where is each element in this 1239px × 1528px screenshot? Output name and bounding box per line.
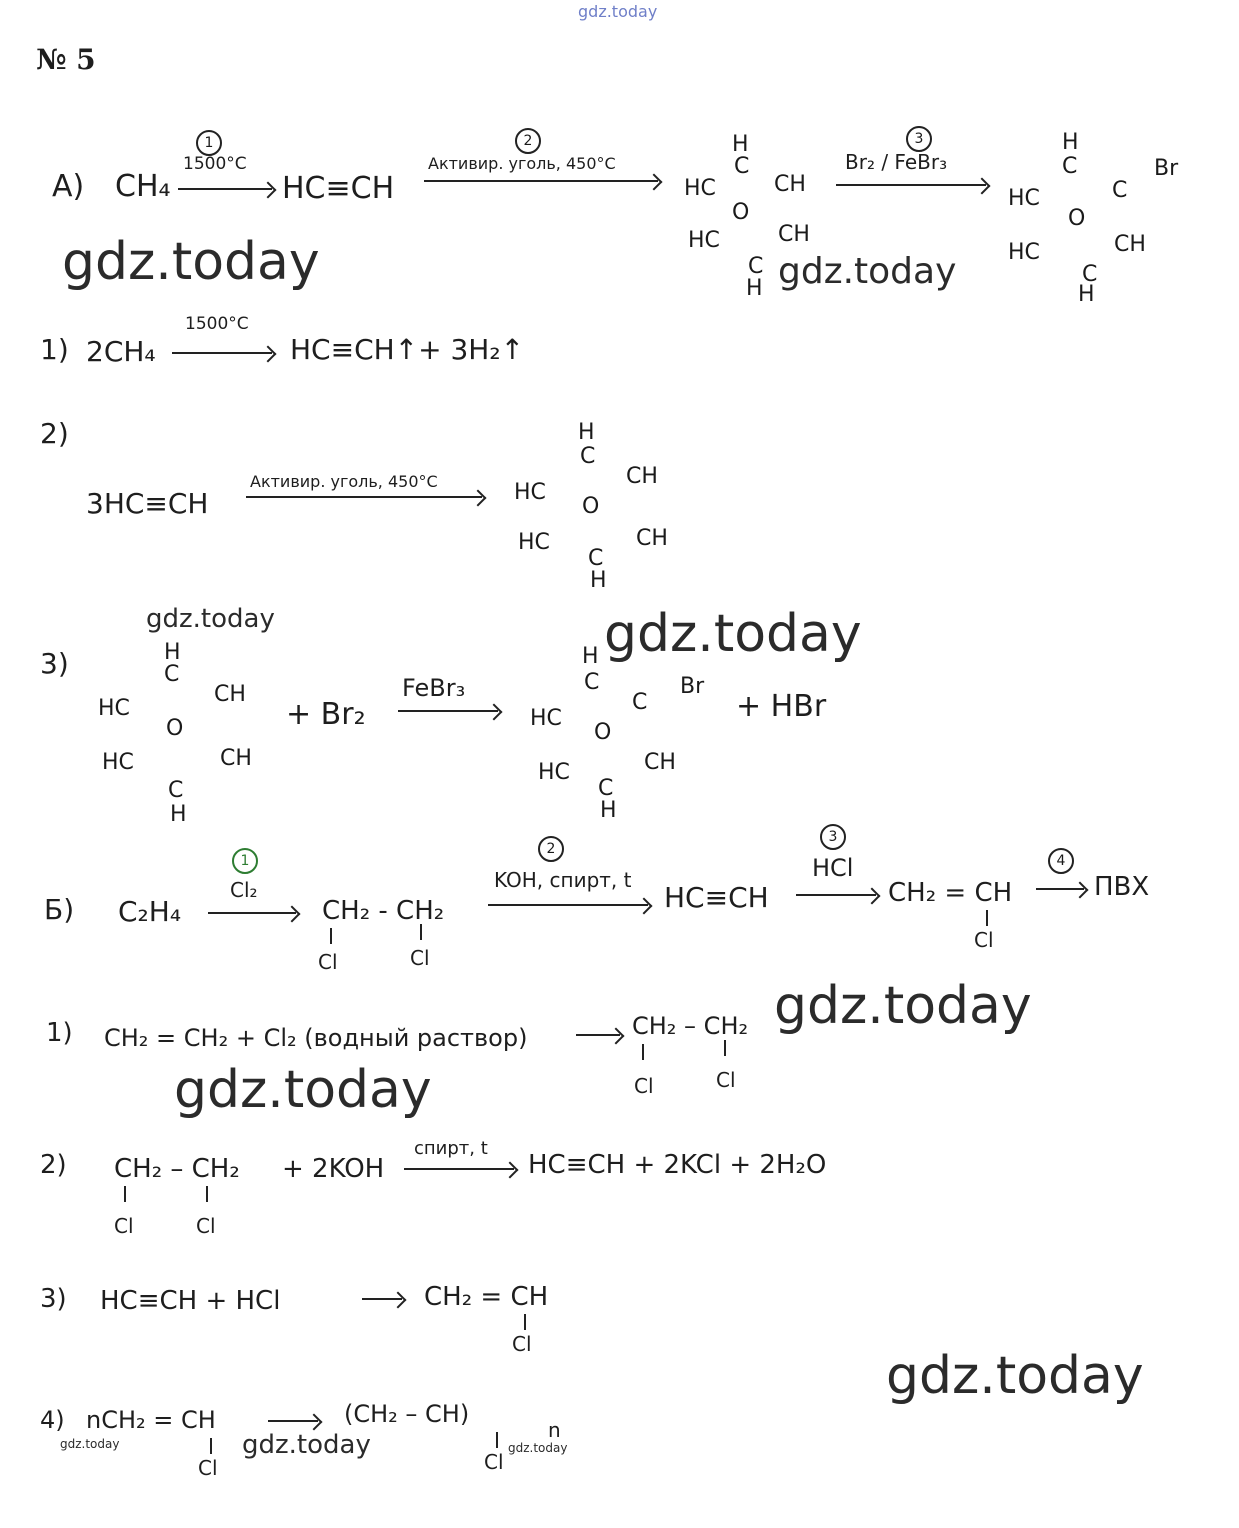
ring-hc-left2: HC <box>102 750 134 775</box>
eq-number: 3) <box>40 647 69 680</box>
ring-o: O <box>1068 206 1086 231</box>
ring-h-bottom: H <box>590 568 607 593</box>
benzene-reactant <box>96 640 276 830</box>
ring-ch-right2: CH <box>1114 232 1146 257</box>
ring-hc-left2: HC <box>1008 240 1040 265</box>
ring-hc-left: HC <box>514 480 546 505</box>
step-3-condition: Br₂ / FeBr₃ <box>845 150 948 174</box>
cl-left: Cl <box>318 950 338 974</box>
bond-polymer <box>496 1432 498 1448</box>
ring-o: O <box>582 494 600 519</box>
ring-hc-left2: HC <box>518 530 550 555</box>
cl-left: Cl <box>634 1074 654 1098</box>
eq-number: 2) <box>40 1150 67 1180</box>
step-1-number: 1 <box>232 848 258 874</box>
cl-polymer: Cl <box>484 1450 504 1474</box>
watermark: gdz.today <box>174 1060 432 1120</box>
cl-vinyl: Cl <box>974 928 994 952</box>
bromobenzene-product <box>526 640 726 830</box>
eq-arrow <box>172 352 272 354</box>
eq-arrow <box>362 1298 402 1300</box>
ring-ch-right: CH <box>214 682 246 707</box>
ring-c-top: C <box>1062 154 1078 179</box>
ring-ch-right2: CH <box>644 750 676 775</box>
step-3-arrow <box>836 184 986 186</box>
cl-vinyl: Cl <box>512 1332 532 1356</box>
bond-monomer <box>210 1438 212 1454</box>
eq-number: 2) <box>40 417 69 450</box>
eq-left: CH₂ – CH₂ <box>114 1154 240 1184</box>
step-2-number: 2 <box>538 836 564 862</box>
eq-right: CH₂ – CH₂ <box>632 1012 749 1040</box>
eq-left: HC≡CH + HCl <box>100 1286 281 1316</box>
step-1-condition: 1500°C <box>183 154 247 174</box>
bond-left <box>330 928 332 944</box>
watermark: gdz.today <box>60 1437 120 1451</box>
eq-right: HC≡CH↑+ 3H₂↑ <box>290 333 525 366</box>
eq-number: 4) <box>40 1406 65 1434</box>
step-2-arrow <box>488 904 648 906</box>
ring-c-bottom: C <box>748 254 764 279</box>
bond-left <box>642 1044 644 1060</box>
eq-arrow <box>398 710 498 712</box>
ring-hc-left: HC <box>530 706 562 731</box>
ring-h-top: H <box>164 640 181 665</box>
ring-h-bottom: H <box>170 802 187 827</box>
watermark: gdz.today <box>508 1441 568 1455</box>
step-3-number: 3 <box>820 824 846 850</box>
step-3-number: 3 <box>906 126 932 152</box>
plus-br2: + Br₂ <box>286 697 366 732</box>
ring-ch-right2: CH <box>220 746 252 771</box>
ring-ch-right: CH <box>774 172 806 197</box>
eq-condition: Активир. уголь, 450°C <box>250 472 438 491</box>
eq-condition: FeBr₃ <box>402 674 466 702</box>
ring-hc-left2: HC <box>688 228 720 253</box>
acetylene-a: HC≡CH <box>282 171 395 206</box>
eq-number: 3) <box>40 1284 67 1314</box>
step-1-arrow <box>208 912 296 914</box>
ring-c-top: C <box>734 154 750 179</box>
ring-h-top: H <box>578 420 595 445</box>
pvc: ПВХ <box>1094 872 1150 902</box>
eq-right: (CH₂ – CH) <box>344 1400 470 1428</box>
eq-left: 2CH₄ <box>86 335 156 368</box>
methane: CH₄ <box>115 169 171 204</box>
bond-vinyl <box>986 910 988 926</box>
ring-h-top: H <box>582 644 599 669</box>
ring-o: O <box>166 716 184 741</box>
eq-left: CH₂ = CH₂ + Cl₂ (водный раствор) <box>104 1024 528 1052</box>
problem-number: № 5 <box>36 43 96 76</box>
acetylene-b: HC≡CH <box>664 881 769 914</box>
watermark: gdz.today <box>886 1346 1144 1406</box>
step-3-condition: HCl <box>812 854 854 882</box>
eq-number: 1) <box>40 333 69 366</box>
dichloroethane: CH₂ - CH₂ <box>322 896 445 926</box>
ethylene: C₂H₄ <box>118 895 182 928</box>
eq-left: 3HC≡CH <box>86 487 209 520</box>
bond-right <box>206 1186 208 1202</box>
ring-h-bottom: H <box>746 276 763 301</box>
cl-right: Cl <box>410 946 430 970</box>
ring-c-sub: C <box>632 690 648 715</box>
step-4-number: 4 <box>1048 848 1074 874</box>
step-1-number: 1 <box>196 130 222 156</box>
ring-hc-left: HC <box>1008 186 1040 211</box>
polymer-n: n <box>548 1418 561 1442</box>
eq-arrow <box>246 496 482 498</box>
ring-o: O <box>732 200 750 225</box>
ring-br: Br <box>1154 156 1179 181</box>
eq-plus-koh: + 2KOH <box>282 1154 385 1184</box>
bond-right <box>724 1040 726 1056</box>
ring-c-bottom: C <box>1082 262 1098 287</box>
ring-c-bottom: C <box>598 776 614 801</box>
watermark: gdz.today <box>774 976 1032 1036</box>
ring-ch-right: CH <box>626 464 658 489</box>
ring-h-bottom: H <box>600 798 617 823</box>
benzene-product <box>512 420 692 593</box>
step-1-condition: Cl₂ <box>230 878 258 902</box>
cl-right: Cl <box>716 1068 736 1092</box>
plus-hbr: + HBr <box>736 689 827 724</box>
bromobenzene-a <box>1004 128 1204 308</box>
bond-vinyl <box>524 1314 526 1330</box>
ring-c-top: C <box>580 444 596 469</box>
eq-condition: 1500°C <box>185 314 249 334</box>
ring-ch-right2: CH <box>636 526 668 551</box>
ring-c-bottom: C <box>168 778 184 803</box>
part-b-label: Б) <box>44 893 75 926</box>
ring-h-top: H <box>732 132 749 157</box>
step-4-arrow <box>1036 888 1084 890</box>
ring-o: O <box>594 720 612 745</box>
ring-h-top: H <box>1062 130 1079 155</box>
eq-right: CH₂ = CH <box>424 1282 549 1312</box>
eq-right: HC≡CH + 2KCl + 2H₂O <box>528 1150 827 1180</box>
ring-h-bottom: H <box>1078 282 1095 307</box>
ring-c-top: C <box>584 670 600 695</box>
ring-hc-left: HC <box>684 176 716 201</box>
eq-number: 1) <box>46 1018 73 1048</box>
cl-left: Cl <box>114 1214 134 1238</box>
bond-left <box>124 1186 126 1202</box>
step-2-condition: KOH, спирт, t <box>494 868 632 892</box>
vinyl-chloride: CH₂ = CH <box>888 878 1013 908</box>
eq-arrow <box>268 1420 318 1422</box>
step-3-arrow <box>796 894 876 896</box>
watermark: gdz.today <box>242 1430 371 1460</box>
watermark: gdz.today <box>62 232 320 292</box>
eq-condition: спирт, t <box>414 1138 488 1159</box>
watermark: gdz.today <box>604 604 862 664</box>
bond-right <box>420 924 422 940</box>
cl-right: Cl <box>196 1214 216 1238</box>
ring-br: Br <box>680 674 705 699</box>
cl-monomer: Cl <box>198 1456 218 1480</box>
watermark: gdz.today <box>778 251 957 292</box>
ring-c-sub: C <box>1112 178 1128 203</box>
step-2-number: 2 <box>515 128 541 154</box>
part-a-label: А) <box>52 169 85 204</box>
eq-arrow <box>404 1168 514 1170</box>
ring-c-bottom: C <box>588 546 604 571</box>
step-2-condition: Активир. уголь, 450°C <box>428 154 616 173</box>
step-1-arrow <box>178 188 272 190</box>
ring-ch-right2: CH <box>778 222 810 247</box>
step-2-arrow <box>424 180 658 182</box>
eq-arrow <box>576 1034 620 1036</box>
ring-hc-left: HC <box>98 696 130 721</box>
ring-hc-left2: HC <box>538 760 570 785</box>
watermark-top: gdz.today <box>578 2 658 21</box>
ring-c-top: C <box>164 662 180 687</box>
watermark: gdz.today <box>146 604 275 634</box>
eq-left: nCH₂ = CH <box>86 1406 216 1434</box>
